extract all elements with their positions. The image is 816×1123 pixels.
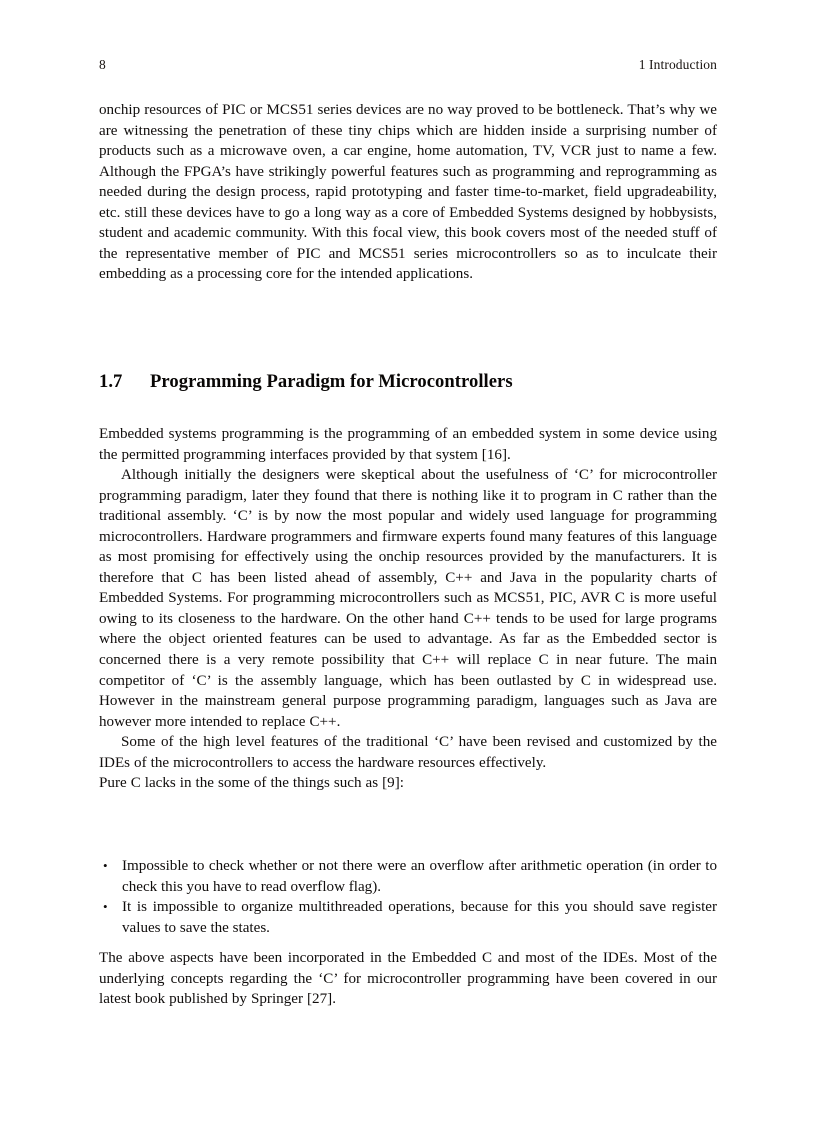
paragraph-3: Some of the high level features of the traditional ‘C’ have been revised and customized by the IDEs of the microcontrollers to access the hardware resources effectively. bbox=[99, 734, 717, 771]
paragraph-1: Embedded systems programming is the programming of an embedded system in some device using the permitted programming interfaces provided by that system [16]. bbox=[99, 426, 717, 463]
paragraph-5: The above aspects have been incorporated in the Embedded C and most of the IDEs. Most of the underlying concepts regarding the ‘C’ for microcontroller programming have been covered in our latest book published by Springer [27]. bbox=[99, 950, 717, 1008]
intro-paragraph-block bbox=[99, 100, 717, 285]
running-header-title: 1 Introduction bbox=[638, 57, 717, 72]
section-number: 1.7 bbox=[99, 371, 123, 392]
paragraph-2: Although initially the designers were skeptical about the usefulness of ‘C’ for microcontroller programming paradigm, later they found that there is nothing like it to program in C rather than the traditional assembly. ‘C’ is by now the most popular and widely used language for programming microcontrollers. Hardware programmers and firmware experts found many features of this language as most promising for effectively using the onchip resources provided by the manufacturers. It is therefore that C has been listed ahead of assembly, C++ and Java in the popularity charts of Embedded Systems. For programming microcontrollers such as MCS51, PIC, AVR C is more useful owing to its closeness to the hardware. On the other hand C++ tends to be used for large programs where the object oriented features can be used to advantage. As far as the Embedded sector is concerned there is a very remote possibility that C++ will replace C in near future. The main competitor of ‘C’ is the assembly language, which has been outlasted by C in widespread use. However in the mainstream general purpose programming paradigm, languages such as Java are however more intended to replace C++. bbox=[99, 467, 717, 730]
bullet-icon: • bbox=[103, 858, 108, 873]
list-item bbox=[99, 856, 717, 897]
list-item bbox=[99, 897, 717, 938]
section-title: Programming Paradigm for Microcontrollers bbox=[150, 371, 513, 392]
section-paragraph-block-2 bbox=[99, 948, 717, 1010]
paragraph-4: Pure C lacks in the some of the things such as [9]: bbox=[99, 775, 404, 792]
list-item-text: It is impossible to organize multithreaded operations, because for this you should save register values to save the states. bbox=[122, 899, 717, 936]
section-heading bbox=[99, 370, 717, 393]
feature-gaps-list bbox=[99, 856, 717, 938]
bullet-icon: • bbox=[103, 899, 108, 915]
list-item-text: Impossible to check whether or not there were an overflow after arithmetic operation (in order to check this you have to read overflow flag). bbox=[122, 858, 717, 895]
paragraph-intro: onchip resources of PIC or MCS51 series devices are no way proved to be bottleneck. That’s why we are witnessing the penetration of these tiny chips which are hidden inside a surprising number of products such as a microwave oven, a car engine, home automation, TV, VCR just to name a few. Although the FPGA’s have strikingly powerful features such as programming and reprogramming as needed during the design process, rapid prototyping and faster time-to-market, field upgradeability, etc. still these devices have to go a long way as a core of Embedded Systems designed by hobbysists, student and academic community. With this focal view, this book covers most of the needed stuff of the representative member of PIC and MCS51 series microcontrollers so as to inculcate their embedding as a processing core for the intended applications. bbox=[99, 102, 717, 283]
running-header bbox=[99, 57, 717, 73]
section-paragraph-block-1 bbox=[99, 424, 717, 794]
page-number: 8 bbox=[99, 57, 106, 72]
